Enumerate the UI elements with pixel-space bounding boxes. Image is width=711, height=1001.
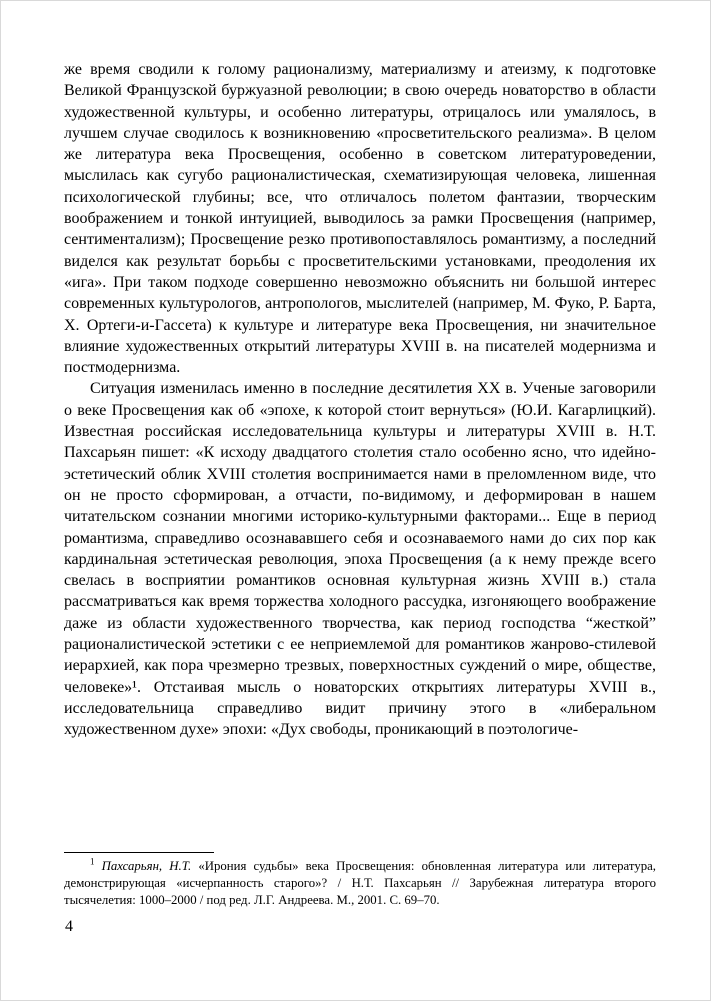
footnote-separator <box>64 852 214 853</box>
footnote-area <box>64 852 656 909</box>
footnote-body: «Ирония судьбы» века Просвещения: обновленная литература или литература, демонстрирующая «исчерпанность старого»? / Н.Т. Пахсарьян // Зарубежная литература второго тысячелетия: 1000–2000 / под ред. Л.Г. Андреева. М., 2001. С. 69–70. <box>64 859 657 907</box>
paragraph-continuation: же время сводили к голому рационализму, материализму и атеизму, к подготовке Великой Французской буржуазной революции; в свою очередь новаторство в области художественной культуры, и особенно литературы, отрицалось или умалялось, в лучшем случае сводилось к возникновению «просветительского реализма». В целом же литература века Просвещения, особенно в советском литературоведении, мыслилась как сугубо рационалистическая, схематизирующая человека, лишенная психологической глубины; все, что отличалось полетом фантазии, творческим воображением и тонкой интуицией, выводилось за рамки Просвещения (например, сентиментализм); Просвещение резко противопоставлялось романтизму, а последний виделся как результат борьбы с просветительскими установками, преодоления их «ига». При таком подходе совершенно невозможно объяснить ни большой интерес современных культурологов, антропологов, мыслителей (например, М. Фуко, Р. Барта, Х. Ортеги-и-Гассета) к культуре и литературе века Просвещения, ни значительное влияние художественных открытий литературы XVIII в. на писателей модернизма и постмодернизма. <box>64 61 656 377</box>
footnote <box>64 858 656 909</box>
page-number: 4 <box>65 918 73 935</box>
footnote-marker: 1 <box>90 856 95 867</box>
footnote-author: Пахсарьян, Н.Т. <box>101 859 192 873</box>
main-text <box>64 59 656 741</box>
paragraph: Ситуация изменилась именно в последние десятилетия XX в. Ученые заговорили о веке Просвещения как об «эпохе, к которой стоит вернуться» (Ю.И. Кагарлицкий). Известная российская исследовательница культуры и литературы XVIII в. Н.Т. Пахсарьян пишет: «К исходу двадцатого столетия стало особенно ясно, что идейно-эстетический облик XVIII столетия воспринимается нами в преломленном виде, что он не просто сформирован, а отчасти, по-видимому, и деформирован в нашем читательском сознании многими историко-культурными факторами... Еще в период романтизма, справедливо осознававшего себя и осознаваемого нами до сих пор как кардинальная эстетическая революция, эпоха Просвещения (а к нему прежде всего свелась в восприятии романтиков основная культурная жизнь XVIII в.) стала рассматриваться как время торжества холодного рассудка, изгоняющего воображение даже из области художественного творчества, как период господства “жесткой” рационалистической эстетики с ее неприемлемой для романтиков жанрово-стилевой иерархией, как пора чрезмерно трезвых, поверхностных суждений о мире, обществе, человеке»¹. Отстаивая мысль о новаторских открытиях литературы XVIII в., исследовательница справедливо видит причину этого в «либеральном художественном духе» эпохи: «Дух свободы, проникающий в поэтологиче- <box>64 380 656 739</box>
